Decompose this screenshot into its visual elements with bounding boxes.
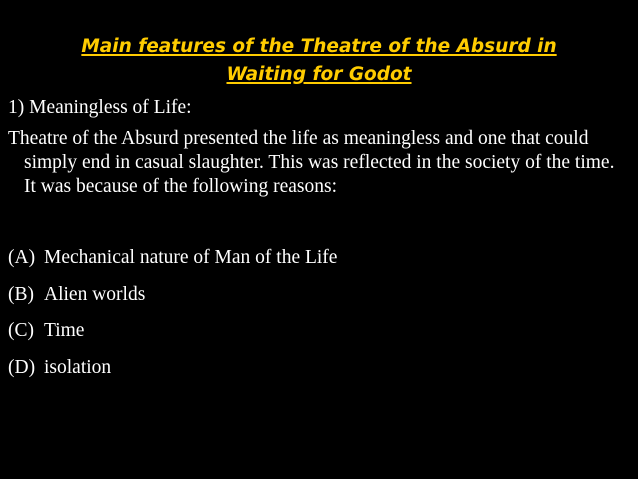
title-line-1: Main features of the Theatre of the Absurd in — [81, 36, 557, 57]
list-item — [8, 319, 628, 343]
list-item — [8, 246, 628, 270]
list-item-text: isolation — [44, 356, 112, 378]
slide-title — [20, 33, 618, 89]
list-item-text: Mechanical nature of Man of the Life — [44, 247, 338, 268]
list-item-text: Alien worlds — [44, 283, 146, 305]
list-item — [8, 283, 628, 307]
body-paragraph: Theatre of the Absurd presented the life as meaningless and one that could simply end in casual slaughter. This was reflected in the society of the time. It was because of the following reasons: — [8, 128, 615, 197]
list-marker: (D) — [8, 356, 36, 378]
slide-body — [8, 96, 628, 392]
list-marker: (B) — [8, 283, 34, 305]
reasons-list — [8, 246, 628, 380]
list-marker: (C) — [8, 320, 34, 341]
section-heading: 1) Meaningless of Life: — [8, 97, 192, 118]
list-marker: (A) — [8, 247, 36, 268]
list-item — [8, 356, 628, 380]
list-item-text: Time — [44, 320, 85, 341]
title-line-2: Waiting for Godot — [226, 64, 412, 85]
